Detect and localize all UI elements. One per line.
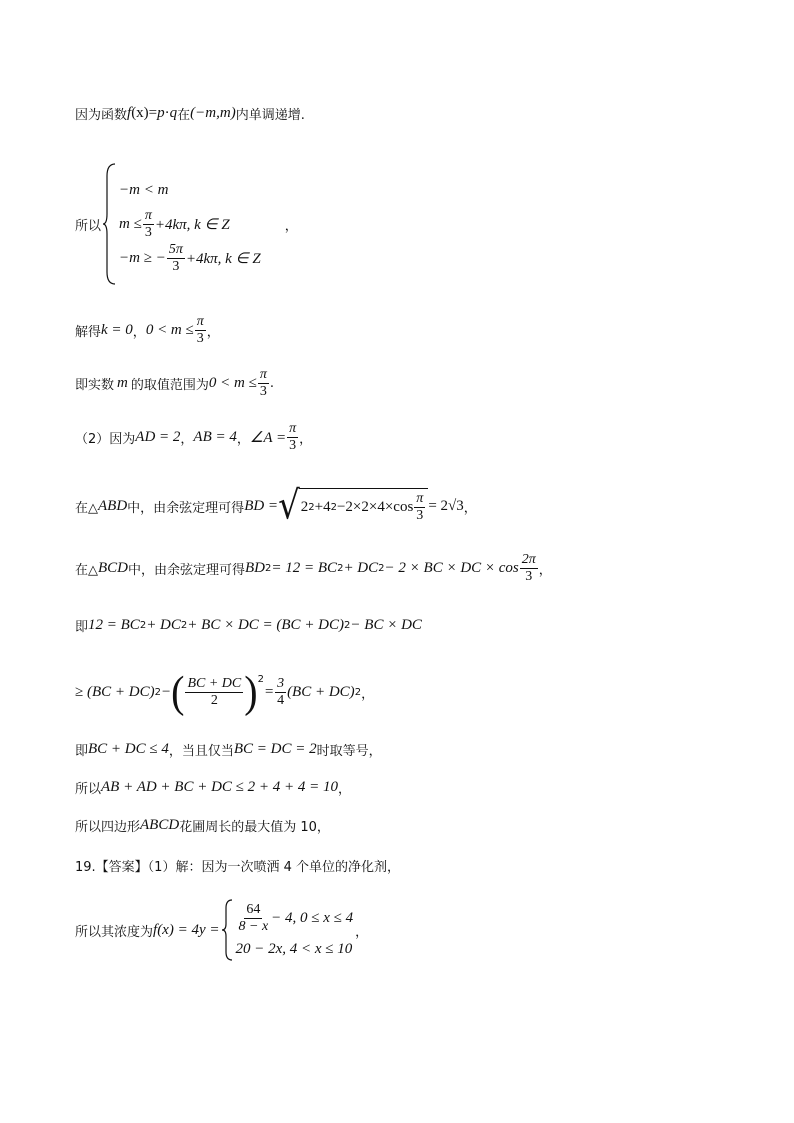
fraction bbox=[520, 552, 538, 585]
line-7 bbox=[75, 552, 552, 585]
sup: 2 bbox=[330, 502, 337, 513]
den: 3 bbox=[525, 569, 533, 584]
text: ， bbox=[132, 325, 146, 340]
line-5 bbox=[75, 421, 312, 454]
text: ， bbox=[236, 432, 250, 447]
fraction bbox=[275, 676, 286, 709]
line-12 bbox=[75, 816, 330, 835]
text: 所以 bbox=[75, 782, 102, 797]
text: 19.【答案】（1）解：因为一次喷洒 4 个单位的净化剂， bbox=[75, 860, 400, 875]
math: BC + DC ≤ 4 bbox=[88, 741, 169, 757]
line-4 bbox=[75, 367, 274, 400]
num: π bbox=[259, 367, 267, 382]
sup: 2 bbox=[257, 674, 264, 685]
den: 3 bbox=[144, 224, 152, 240]
math: BC = DC = 2 bbox=[233, 741, 317, 757]
num: 3 bbox=[277, 675, 285, 691]
fraction bbox=[237, 902, 271, 935]
math: AD = 2 bbox=[135, 429, 181, 445]
math: + DC bbox=[146, 617, 181, 633]
math: ABD bbox=[98, 497, 128, 514]
math: = bbox=[263, 683, 275, 700]
math: 2 bbox=[300, 499, 309, 515]
math: · bbox=[164, 105, 170, 121]
sup: 2 bbox=[378, 563, 385, 574]
num: π bbox=[144, 207, 152, 223]
math: ABCD bbox=[140, 817, 180, 833]
math: = 12 = BC bbox=[271, 560, 338, 576]
num: π bbox=[289, 421, 297, 436]
sup: 2 bbox=[265, 563, 272, 574]
text: ， bbox=[180, 432, 194, 447]
radicand bbox=[299, 488, 429, 524]
text: 所以 bbox=[75, 218, 102, 234]
system-rows bbox=[119, 175, 261, 273]
math: 12 = BC bbox=[88, 617, 140, 633]
fraction bbox=[143, 208, 154, 241]
math: f bbox=[127, 105, 132, 121]
math: m ≤ bbox=[119, 215, 142, 232]
math: ∠A = bbox=[249, 430, 287, 446]
math: BD = bbox=[244, 497, 279, 514]
sup: 2 bbox=[180, 620, 188, 631]
math: 0 < m ≤ bbox=[145, 322, 194, 338]
math: BD bbox=[245, 560, 266, 576]
line-6 bbox=[75, 483, 477, 529]
text: 中，由余弦定理可得 bbox=[127, 500, 245, 516]
text: 所以其浓度为 bbox=[75, 924, 154, 940]
math: + DC bbox=[343, 560, 379, 576]
math: −2×2×4×cos bbox=[336, 499, 414, 515]
text: 在 bbox=[177, 108, 191, 123]
line-13 bbox=[75, 856, 400, 875]
line-9 bbox=[75, 666, 375, 717]
num: 2π bbox=[521, 552, 536, 567]
text: 的取值范围为 bbox=[130, 378, 209, 393]
math: + BC × DC = (BC + DC) bbox=[187, 617, 345, 633]
text: 中，由余弦定理可得 bbox=[128, 563, 246, 578]
math: +4kπ, k ∈ Z bbox=[185, 250, 261, 267]
text: ， bbox=[284, 218, 298, 234]
math: − BC × DC bbox=[350, 617, 422, 633]
math: +4 bbox=[314, 499, 331, 515]
math: k = 0 bbox=[101, 322, 133, 338]
math: AB + AD + BC + DC ≤ 2 + 4 + 4 = 10 bbox=[101, 779, 339, 795]
text: 在△ bbox=[75, 563, 98, 578]
fraction bbox=[287, 421, 298, 454]
text: 花圃周长的最大值为 10， bbox=[179, 820, 330, 835]
line-3 bbox=[75, 314, 220, 347]
text: 即 bbox=[75, 744, 89, 759]
math: ≥ (BC + DC) bbox=[75, 683, 155, 700]
piecewise-rows bbox=[236, 900, 354, 960]
line-10 bbox=[75, 740, 382, 759]
square-root bbox=[278, 483, 428, 529]
math: (x) = 4y = bbox=[157, 921, 220, 938]
text: 内单调递增. bbox=[235, 108, 305, 123]
den: 3 bbox=[416, 508, 424, 523]
sup: 2 bbox=[308, 502, 315, 513]
left-brace-icon bbox=[222, 898, 234, 962]
sup: 2 bbox=[154, 686, 161, 698]
fraction bbox=[258, 367, 269, 400]
den: 2 bbox=[210, 692, 218, 708]
text: 所以四边形 bbox=[75, 820, 141, 835]
sup: 2 bbox=[354, 686, 362, 698]
num: BC + DC bbox=[187, 675, 242, 691]
left-paren-icon: ( bbox=[171, 666, 185, 717]
math: 0 < m ≤ bbox=[208, 375, 257, 391]
sup: 2 bbox=[337, 563, 344, 574]
sup: 2 bbox=[139, 620, 147, 631]
math: − 2 × BC × DC × cos bbox=[384, 560, 519, 576]
math: (x)= bbox=[131, 105, 158, 121]
text: ， bbox=[355, 924, 369, 940]
den: 4 bbox=[277, 692, 285, 708]
den: 3 bbox=[196, 331, 204, 346]
line-8 bbox=[75, 616, 422, 635]
math: m bbox=[117, 375, 128, 391]
math: −m < m bbox=[119, 181, 169, 198]
text: ， bbox=[538, 563, 552, 578]
text: 因为函数 bbox=[75, 108, 128, 123]
math: AB = 4 bbox=[193, 429, 237, 445]
text: . bbox=[269, 376, 274, 391]
math: 20 − 2x, 4 < x ≤ 10 bbox=[235, 940, 353, 957]
den: 3 bbox=[172, 258, 180, 274]
text: ， bbox=[206, 325, 220, 340]
right-paren-icon: ) bbox=[244, 666, 258, 717]
math: BCD bbox=[98, 560, 128, 576]
fraction bbox=[195, 314, 206, 347]
text: ， bbox=[361, 686, 375, 702]
math-vector-p: p bbox=[157, 105, 165, 121]
den: 3 bbox=[259, 384, 267, 399]
num: π bbox=[416, 491, 424, 506]
sup: 2 bbox=[344, 620, 351, 631]
math: − bbox=[160, 683, 172, 700]
text: 即实数 bbox=[75, 378, 115, 393]
num: π bbox=[196, 314, 204, 329]
radical-icon: √ bbox=[278, 483, 300, 529]
text: 时取等号， bbox=[316, 744, 382, 759]
den: 8 − x bbox=[238, 918, 269, 934]
left-brace-icon bbox=[103, 162, 117, 286]
line-14-piecewise bbox=[75, 898, 368, 962]
math: (BC + DC) bbox=[287, 683, 355, 700]
fraction bbox=[167, 242, 185, 275]
text: ， bbox=[463, 500, 477, 516]
den: 3 bbox=[289, 438, 297, 453]
line-11 bbox=[75, 778, 351, 797]
text: 即 bbox=[75, 620, 89, 635]
math-vector-q: q bbox=[169, 105, 178, 121]
text: （2）因为 bbox=[75, 432, 136, 447]
math: −m ≥ − bbox=[119, 249, 166, 266]
text: ，当且仅当 bbox=[168, 744, 234, 759]
num: 64 bbox=[246, 901, 261, 917]
text: ， bbox=[338, 782, 352, 797]
fraction bbox=[185, 676, 243, 709]
system-inequalities bbox=[75, 162, 298, 286]
math: +4kπ, k ∈ Z bbox=[154, 216, 230, 233]
math: (−m,m) bbox=[190, 105, 236, 121]
text: 解得 bbox=[75, 325, 102, 340]
fraction bbox=[414, 491, 425, 524]
text: 在△ bbox=[75, 500, 98, 516]
num: 5π bbox=[168, 241, 183, 257]
line-1 bbox=[75, 104, 305, 123]
math: − 4, 0 ≤ x ≤ 4 bbox=[271, 909, 354, 926]
text: ， bbox=[299, 432, 313, 447]
math: = 2√3 bbox=[428, 497, 464, 514]
math: f bbox=[153, 921, 158, 938]
